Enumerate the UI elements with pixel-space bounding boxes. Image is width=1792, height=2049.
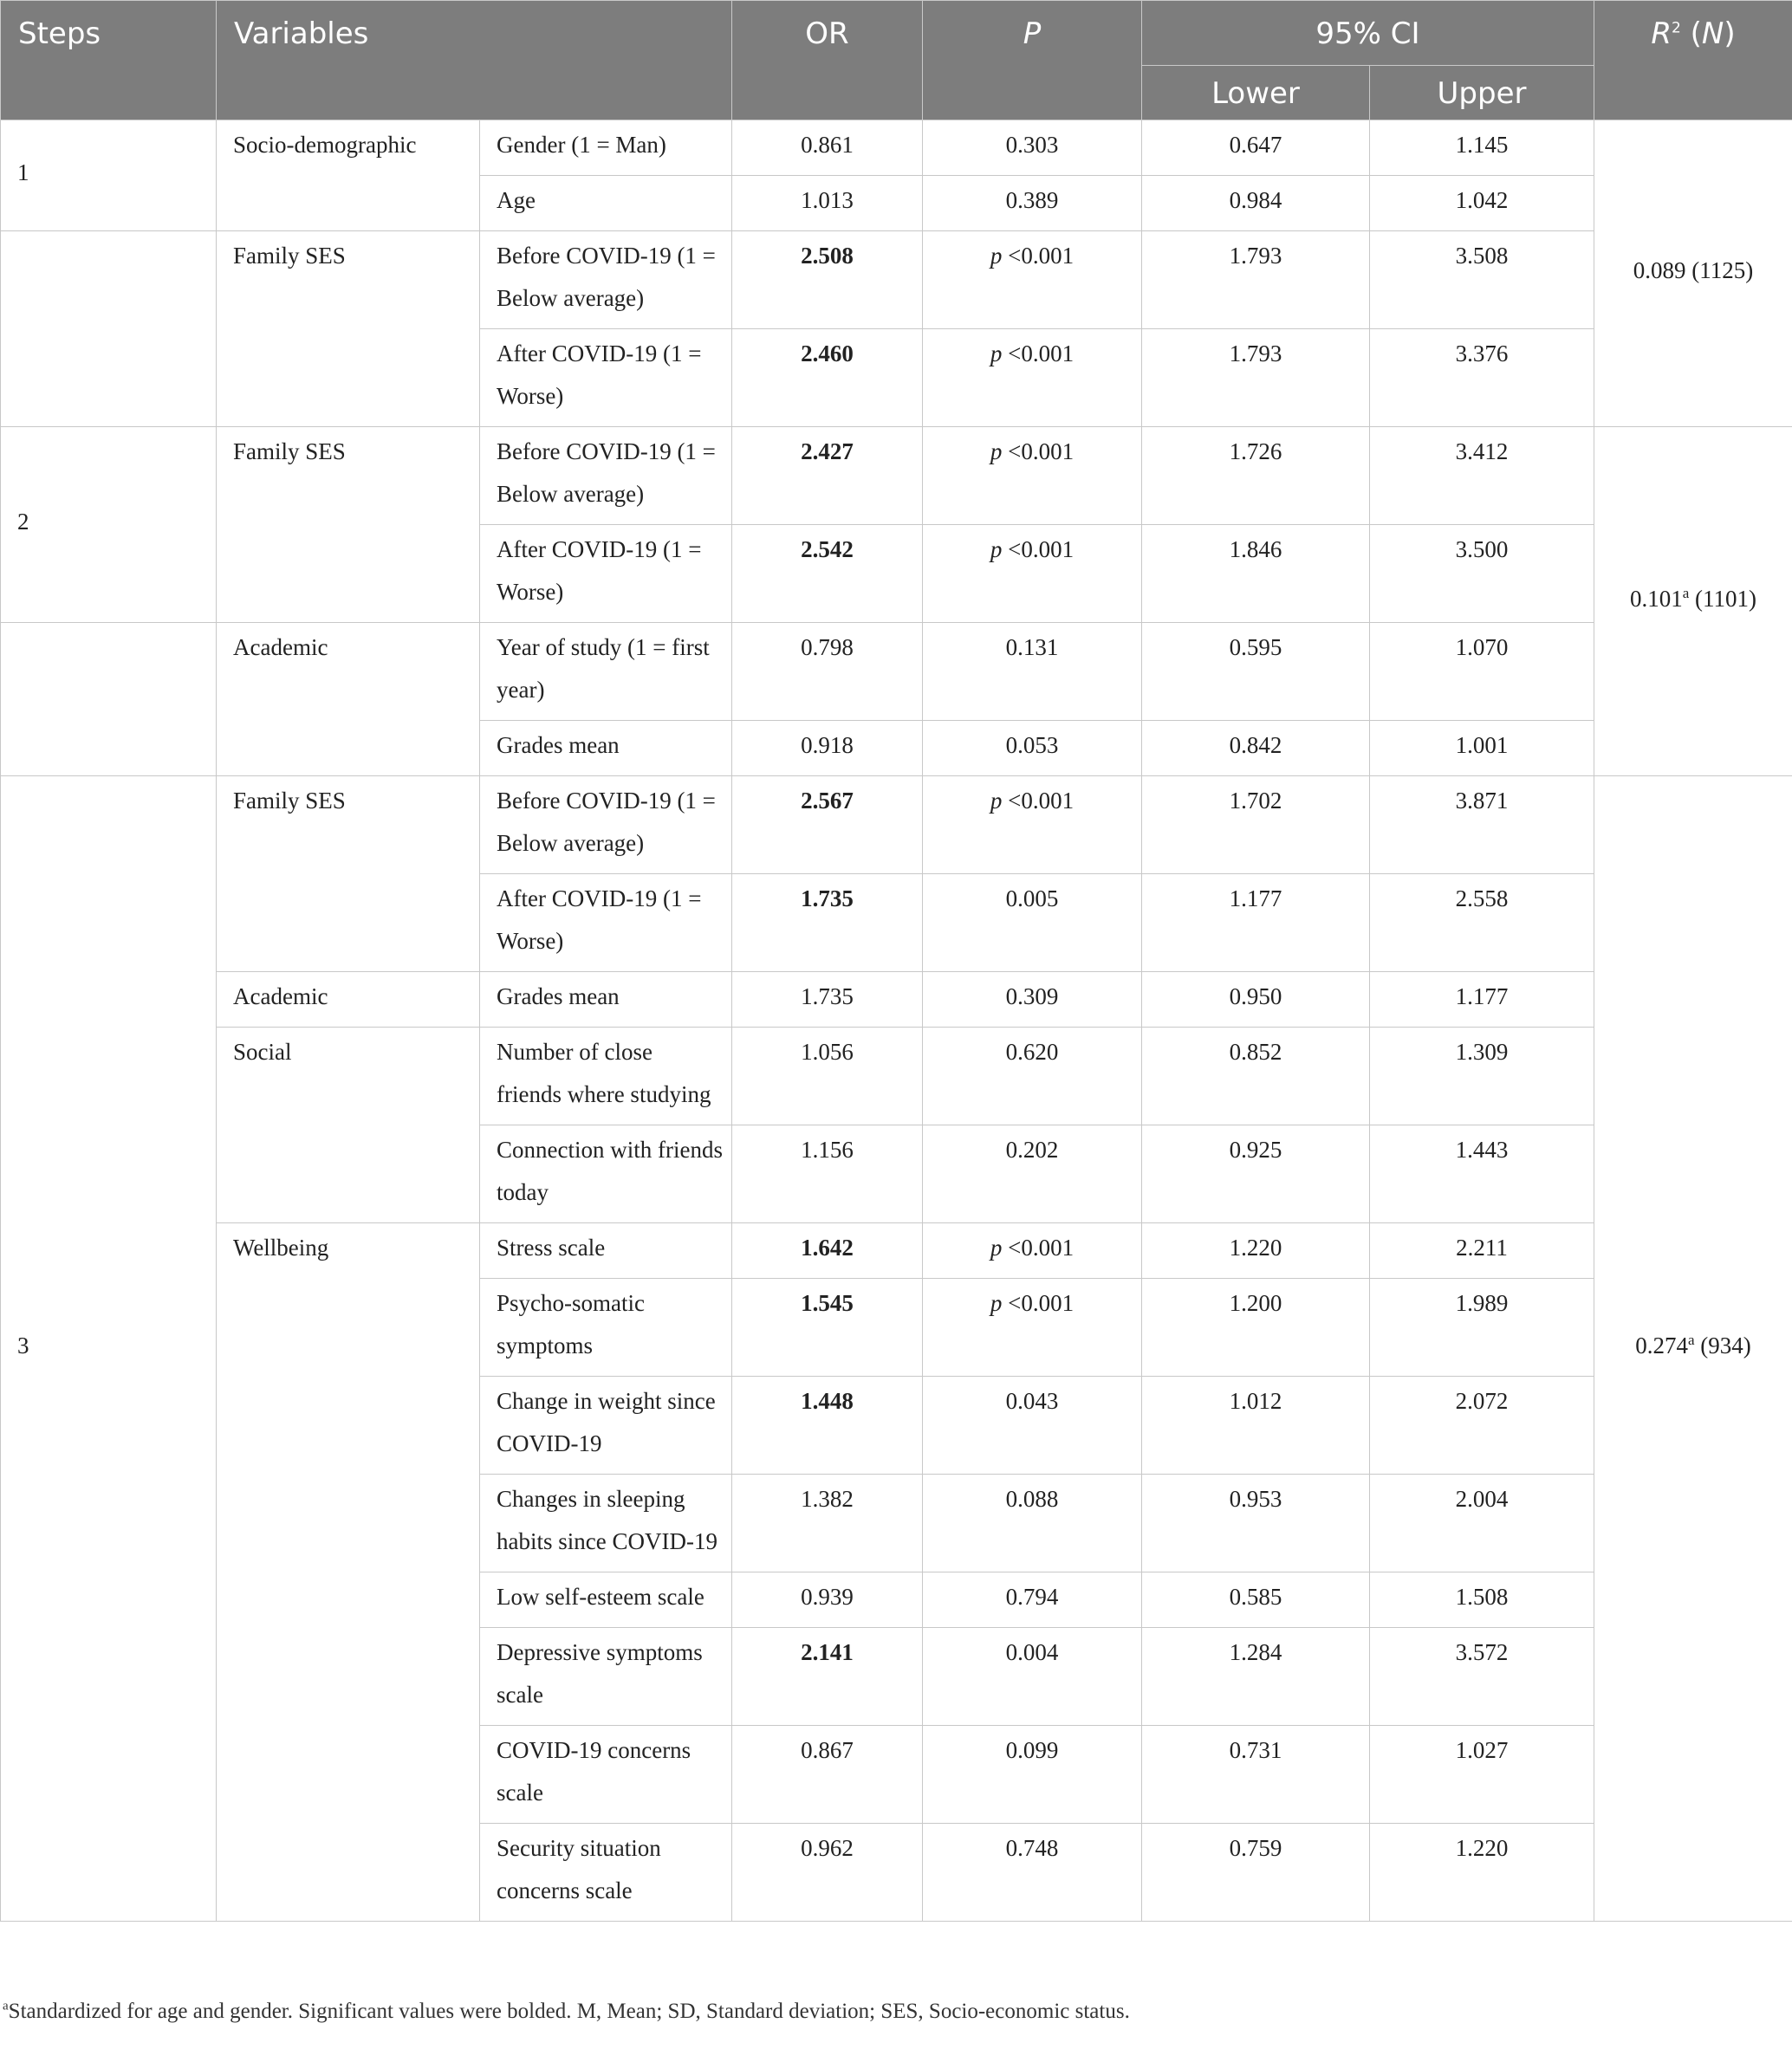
ci-upper: 1.042 <box>1370 176 1594 231</box>
header-r2-sup: 2 <box>1672 19 1681 37</box>
table-row <box>1 231 1792 329</box>
variable-label: Grades mean <box>480 972 732 1028</box>
ci-upper: 1.070 <box>1370 623 1594 721</box>
ci-lower: 1.702 <box>1142 776 1370 874</box>
variable-label: COVID-19 concerns scale <box>480 1726 732 1824</box>
or-value: 1.735 <box>732 874 923 972</box>
table-row <box>1 1223 1792 1279</box>
ci-lower: 1.220 <box>1142 1223 1370 1279</box>
ci-upper: 1.220 <box>1370 1824 1594 1922</box>
header-upper: Upper <box>1370 66 1594 120</box>
p-lt: <0.001 <box>1008 536 1075 562</box>
p-prefix: p <box>990 243 1003 269</box>
header-steps: Steps <box>1 1 217 120</box>
variable-label: Before COVID-19 (1 = Below average) <box>480 231 732 329</box>
header-ci: 95% CI <box>1142 1 1594 66</box>
header-r2: $R^2$ (N) <box>1594 1 1792 120</box>
or-value: 1.056 <box>732 1028 923 1125</box>
or-value: 2.141 <box>732 1628 923 1726</box>
variable-label: Stress scale <box>480 1223 732 1279</box>
ci-lower: 1.200 <box>1142 1279 1370 1377</box>
or-value: 1.013 <box>732 176 923 231</box>
or-value: 1.735 <box>732 972 923 1028</box>
p-lt: <0.001 <box>1008 340 1075 366</box>
variable-label: Before COVID-19 (1 = Below average) <box>480 776 732 874</box>
p-prefix: p <box>990 340 1003 366</box>
ci-upper: 1.989 <box>1370 1279 1594 1377</box>
p-value: 0.389 <box>923 176 1142 231</box>
variable-label: Year of study (1 = first year) <box>480 623 732 721</box>
ci-lower: 0.953 <box>1142 1475 1370 1572</box>
p-value <box>923 1223 1142 1279</box>
p-value: 0.748 <box>923 1824 1142 1922</box>
category-label: Social <box>217 1028 480 1223</box>
p-value: 0.309 <box>923 972 1142 1028</box>
ci-lower: 0.585 <box>1142 1572 1370 1628</box>
or-value: 2.508 <box>732 231 923 329</box>
table-row <box>1 972 1792 1028</box>
or-value: 0.798 <box>732 623 923 721</box>
ci-lower: 1.793 <box>1142 329 1370 427</box>
ci-upper: 1.508 <box>1370 1572 1594 1628</box>
ci-lower: 0.647 <box>1142 120 1370 176</box>
header-row <box>1 1 1792 66</box>
or-value: 0.962 <box>732 1824 923 1922</box>
p-value: 0.303 <box>923 120 1142 176</box>
ci-upper: 3.508 <box>1370 231 1594 329</box>
p-lt: <0.001 <box>1008 1290 1075 1316</box>
or-value: 0.861 <box>732 120 923 176</box>
p-value: 0.053 <box>923 721 1142 776</box>
r2-value: 0.089 (1125) <box>1594 120 1792 427</box>
header-r2-n: N <box>1701 16 1724 51</box>
variable-label: Grades mean <box>480 721 732 776</box>
ci-lower: 1.012 <box>1142 1377 1370 1475</box>
p-value: 0.794 <box>923 1572 1142 1628</box>
p-lt: <0.001 <box>1008 438 1075 464</box>
category-label: Socio-demographic <box>217 120 480 231</box>
table-row <box>1 776 1792 874</box>
variable-label: After COVID-19 (1 = Worse) <box>480 525 732 623</box>
variable-label: Security situation concerns scale <box>480 1824 732 1922</box>
ci-lower: 1.284 <box>1142 1628 1370 1726</box>
p-value <box>923 329 1142 427</box>
variable-label: Change in weight since COVID-19 <box>480 1377 732 1475</box>
p-value: 0.131 <box>923 623 1142 721</box>
or-value: 0.939 <box>732 1572 923 1628</box>
ci-lower: 0.925 <box>1142 1125 1370 1223</box>
or-value: 1.642 <box>732 1223 923 1279</box>
p-prefix: p <box>990 536 1003 562</box>
ci-lower: 0.595 <box>1142 623 1370 721</box>
ci-lower: 1.177 <box>1142 874 1370 972</box>
ci-upper: 2.211 <box>1370 1223 1594 1279</box>
p-prefix: p <box>990 438 1003 464</box>
p-prefix: p <box>990 1235 1003 1261</box>
step-label: 3 <box>1 776 217 1922</box>
p-value: 0.620 <box>923 1028 1142 1125</box>
ci-lower: 0.759 <box>1142 1824 1370 1922</box>
ci-lower: 1.793 <box>1142 231 1370 329</box>
p-value <box>923 427 1142 525</box>
or-value: 2.427 <box>732 427 923 525</box>
ci-lower: 1.846 <box>1142 525 1370 623</box>
or-value: 0.867 <box>732 1726 923 1824</box>
ci-upper: 2.004 <box>1370 1475 1594 1572</box>
p-prefix: p <box>990 788 1003 814</box>
variable-label: Connection with friends today <box>480 1125 732 1223</box>
table-footnote <box>3 2000 1130 2024</box>
or-value: 2.460 <box>732 329 923 427</box>
or-value: 1.382 <box>732 1475 923 1572</box>
header-r2-label: R <box>1651 16 1672 51</box>
r2-number: 0.101 <box>1629 585 1683 612</box>
ci-lower: 0.984 <box>1142 176 1370 231</box>
variable-label: Before COVID-19 (1 = Below average) <box>480 427 732 525</box>
p-lt: <0.001 <box>1008 1235 1075 1261</box>
r2-value <box>1594 776 1792 1922</box>
r2-n: (1101) <box>1695 585 1757 612</box>
ci-upper: 1.443 <box>1370 1125 1594 1223</box>
p-value: 0.005 <box>923 874 1142 972</box>
p-value: 0.088 <box>923 1475 1142 1572</box>
ci-upper: 1.309 <box>1370 1028 1594 1125</box>
variable-label: Low self-esteem scale <box>480 1572 732 1628</box>
header-or: OR <box>732 1 923 120</box>
ci-upper: 3.412 <box>1370 427 1594 525</box>
ci-upper: 3.572 <box>1370 1628 1594 1726</box>
category-label: Academic <box>217 972 480 1028</box>
category-label: Wellbeing <box>217 1223 480 1922</box>
ci-upper: 2.072 <box>1370 1377 1594 1475</box>
ci-upper: 1.027 <box>1370 1726 1594 1824</box>
header-p: P <box>923 1 1142 120</box>
p-lt: <0.001 <box>1008 243 1075 269</box>
category-label: Family SES <box>217 776 480 972</box>
table-row <box>1 1028 1792 1125</box>
or-value: 0.918 <box>732 721 923 776</box>
r2-n: (934) <box>1700 1332 1751 1358</box>
variable-label: Psycho-somatic symptoms <box>480 1279 732 1377</box>
p-value: 0.004 <box>923 1628 1142 1726</box>
ci-upper: 2.558 <box>1370 874 1594 972</box>
category-label: Academic <box>217 623 480 776</box>
ci-lower: 1.726 <box>1142 427 1370 525</box>
p-value <box>923 1279 1142 1377</box>
ci-upper: 3.376 <box>1370 329 1594 427</box>
or-value: 1.448 <box>732 1377 923 1475</box>
variable-label: Changes in sleeping habits since COVID-19 <box>480 1475 732 1572</box>
or-value: 2.542 <box>732 525 923 623</box>
variable-label: After COVID-19 (1 = Worse) <box>480 329 732 427</box>
ci-lower: 0.731 <box>1142 1726 1370 1824</box>
table-row <box>1 120 1792 176</box>
variable-label: Number of close friends where studying <box>480 1028 732 1125</box>
r2-sup: a <box>1682 584 1690 601</box>
p-value: 0.043 <box>923 1377 1142 1475</box>
table-row <box>1 427 1792 525</box>
ci-upper: 1.177 <box>1370 972 1594 1028</box>
header-variables: Variables <box>217 1 732 120</box>
ci-lower: 0.950 <box>1142 972 1370 1028</box>
variable-label: Age <box>480 176 732 231</box>
p-value <box>923 231 1142 329</box>
p-value <box>923 525 1142 623</box>
ci-lower: 0.842 <box>1142 721 1370 776</box>
step-empty-cell <box>1 623 217 776</box>
footnote-marker: a <box>3 1999 9 2013</box>
ci-upper: 1.001 <box>1370 721 1594 776</box>
p-value: 0.202 <box>923 1125 1142 1223</box>
ci-upper: 3.500 <box>1370 525 1594 623</box>
p-lt: <0.001 <box>1008 788 1075 814</box>
variable-label: Gender (1 = Man) <box>480 120 732 176</box>
variable-label: After COVID-19 (1 = Worse) <box>480 874 732 972</box>
header-lower: Lower <box>1142 66 1370 120</box>
footnote-text: Standardized for age and gender. Significant values were bolded. M, Mean; SD, Standard deviation; SES, Socio-economic status. <box>8 2000 1130 2023</box>
or-value: 1.545 <box>732 1279 923 1377</box>
p-prefix: p <box>990 1290 1003 1316</box>
table-row <box>1 623 1792 721</box>
variable-label: Depressive symptoms scale <box>480 1628 732 1726</box>
r2-sup: a <box>1687 1332 1695 1348</box>
or-value: 1.156 <box>732 1125 923 1223</box>
step-empty-cell <box>1 231 217 427</box>
ci-upper: 3.871 <box>1370 776 1594 874</box>
p-value <box>923 776 1142 874</box>
ci-lower: 0.852 <box>1142 1028 1370 1125</box>
or-value: 2.567 <box>732 776 923 874</box>
category-label: Family SES <box>217 231 480 427</box>
ci-upper: 1.145 <box>1370 120 1594 176</box>
r2-number: 0.274 <box>1635 1332 1688 1358</box>
step-label: 2 <box>1 427 217 623</box>
r2-value <box>1594 427 1792 776</box>
step-label: 1 <box>1 120 217 231</box>
p-value: 0.099 <box>923 1726 1142 1824</box>
category-label: Family SES <box>217 427 480 623</box>
